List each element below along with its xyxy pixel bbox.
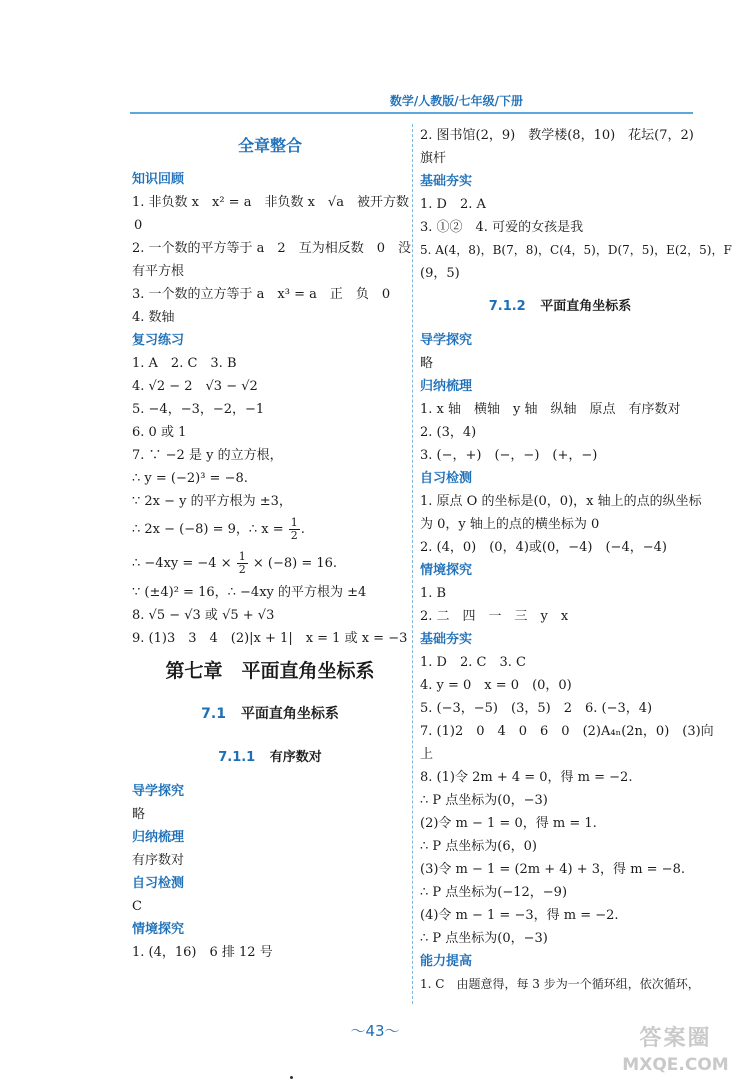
watermark-logo <box>613 1024 738 1080</box>
section-name: 平面直角坐标系 <box>240 706 339 722</box>
answer-line: (3)令 m − 1 = (2m + 4) + 3，得 m = −8. <box>420 862 685 877</box>
watermark-domain: MXQE.COM <box>622 1055 729 1075</box>
subsection-number: 7.1.1 <box>218 750 256 765</box>
subsection-title <box>420 285 700 329</box>
answer-line: 5. (−3，−5) (3，5) 2 6. (−3，4) <box>420 701 653 716</box>
subsection-name: 平面直角坐标系 <box>540 299 632 314</box>
watermark-text: 答案圈 <box>639 1026 712 1051</box>
answer-line: 7. ∵ −2 是 y 的立方根， <box>132 448 283 463</box>
answer-line <box>132 547 408 581</box>
fraction-denominator: 2 <box>290 529 298 542</box>
answer-line: 1. 非负数 x x² = a 非负数 x √a 被开方数 <box>132 195 409 210</box>
answer-line: 1. D 2. A <box>420 197 486 212</box>
answer-line: 6. 0 或 1 <box>132 425 187 440</box>
answer-line: 0 <box>134 218 143 233</box>
section-heading: 情境探究 <box>132 922 185 937</box>
section-heading: 基础夯实 <box>420 632 473 647</box>
answer-line: 为 0，y 轴上的点的横坐标为 0 <box>420 517 600 532</box>
right-column <box>420 124 732 996</box>
answer-line: 8. √5 − √3 或 √5 + √3 <box>132 608 275 623</box>
section-heading: 导学探究 <box>132 784 185 799</box>
fraction-numerator: 1 <box>290 516 298 529</box>
answer-line: 2. 一个数的平方等于 a 2 互为相反数 0 没 <box>132 241 411 256</box>
answer-line: 有平方根 <box>132 264 185 279</box>
chapter-summary-title: 全章整合 <box>237 136 302 155</box>
section-heading: 能力提高 <box>420 954 473 969</box>
answer-line: 1. 原点 O 的坐标是(0，0)，x 轴上的点的纵坐标 <box>420 494 702 509</box>
text-segment: . <box>300 522 305 537</box>
answer-line: ∴ P 点坐标为(0，−3) <box>420 793 548 808</box>
section-heading: 归纳梳理 <box>132 830 185 845</box>
section-number: 7.1 <box>201 706 226 722</box>
section-heading: 自习检测 <box>132 876 185 891</box>
answer-line: 3. 一个数的立方等于 a x³ = a 正 负 0 <box>132 287 391 302</box>
stray-mark <box>290 1076 293 1079</box>
section-title <box>132 692 408 736</box>
answer-line: 1. C 由题意得，每 3 步为一个循环组，依次循环， <box>420 977 700 991</box>
answer-line: ∴ P 点坐标为(6，0) <box>420 839 537 854</box>
answer-line: 3. ①② 4. 可爱的女孩是我 <box>420 220 584 235</box>
answer-line: 2. 图书馆(2，9) 教学楼(8，10) 花坛(7，2) <box>420 128 694 143</box>
answer-line: 1. B <box>420 586 447 601</box>
answer-line: 5. A(4，8)，B(7，8)，C(4，5)，D(7，5)，E(2，5)，F <box>420 243 732 257</box>
text-segment: × (−8) = 16. <box>248 556 338 571</box>
answer-line: 略 <box>420 356 434 371</box>
section-heading: 自习检测 <box>420 471 473 486</box>
left-column <box>132 124 411 964</box>
answer-line: 有序数对 <box>132 853 185 868</box>
chapter-heading: 第七章 平面直角坐标系 <box>165 660 375 682</box>
page-number: ～43～ <box>350 1022 400 1040</box>
answer-line: 2. (3，4) <box>420 425 477 440</box>
header-text: 数学/人教版/七年级/下册 <box>389 94 523 108</box>
answer-line: ∴ P 点坐标为(0，−3) <box>420 931 548 946</box>
answer-line <box>132 513 408 547</box>
answer-line: C <box>132 899 142 914</box>
answer-line: (4)令 m − 1 = −3，得 m = −2. <box>420 908 619 923</box>
fraction <box>289 517 300 542</box>
section-heading: 知识回顾 <box>132 172 185 187</box>
answer-line: 4. √2 − 2 √3 − √2 <box>132 379 258 394</box>
page-header <box>130 92 693 114</box>
text-segment: ∴ 2x − (−8) = 9，∴ x = <box>132 522 288 537</box>
answer-line: 上 <box>420 747 434 762</box>
fraction-denominator: 2 <box>238 563 246 576</box>
answer-line: 1. A 2. C 3. B <box>132 356 237 371</box>
answer-line: ∵ (±4)² = 16，∴ −4xy 的平方根为 ±4 <box>132 585 367 600</box>
section-heading: 导学探究 <box>420 333 473 348</box>
subsection-name: 有序数对 <box>269 750 322 765</box>
answer-line: (2)令 m − 1 = 0，得 m = 1. <box>420 816 597 831</box>
section-heading: 复习练习 <box>132 333 185 348</box>
column-divider <box>412 124 413 1004</box>
subsection-title <box>132 736 408 780</box>
section-heading: 归纳梳理 <box>420 379 473 394</box>
answer-line: 9. (1)3 3 4 (2)|x + 1| x = 1 或 x = −3 <box>132 631 408 646</box>
answer-line: 旗杆 <box>420 151 447 166</box>
answer-line: 1. (4，16) 6 排 12 号 <box>132 945 273 960</box>
subsection-number: 7.1.2 <box>488 299 526 314</box>
answer-line: 1. D 2. C 3. C <box>420 655 526 670</box>
answer-line: 略 <box>132 807 146 822</box>
answer-line: 4. y = 0 x = 0 (0，0) <box>420 678 572 693</box>
answer-line: 8. (1)令 2m + 4 = 0，得 m = −2. <box>420 770 633 785</box>
fraction <box>237 551 248 576</box>
section-heading: 情境探究 <box>420 563 473 578</box>
text-segment: ∴ −4xy = −4 × <box>132 556 236 571</box>
answer-line: 5. −4，−3，−2，−1 <box>132 402 265 417</box>
answer-line: ∴ y = (−2)³ = −8. <box>132 471 248 486</box>
answer-line: 2. 二 四 一 三 y x <box>420 609 569 624</box>
fraction-numerator: 1 <box>238 550 246 563</box>
answer-line: 7. (1)2 0 4 0 6 0 (2)A₄ₙ(2n，0) (3)向 <box>420 724 714 739</box>
answer-line: 1. x 轴 横轴 y 轴 纵轴 原点 有序数对 <box>420 402 681 417</box>
answer-line: ∴ P 点坐标为(−12，−9) <box>420 885 568 900</box>
answer-line: 4. 数轴 <box>132 310 175 325</box>
answer-line: 2. (4，0) (0，4)或(0，−4) (−4，−4) <box>420 540 667 555</box>
answer-line: (9，5) <box>420 266 460 281</box>
answer-line: ∵ 2x − y 的平方根为 ±3， <box>132 494 292 509</box>
section-heading: 基础夯实 <box>420 174 473 189</box>
answer-line: 3. (−，+) (−，−) (+，−) <box>420 448 598 463</box>
